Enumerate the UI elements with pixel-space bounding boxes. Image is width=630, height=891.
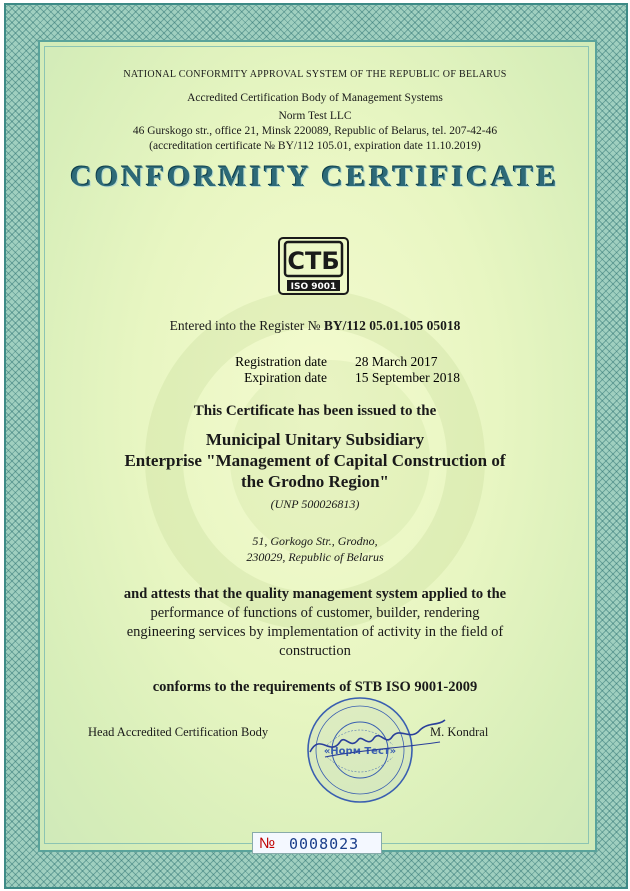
signatory-name: M. Kondral [430,725,489,739]
header-system: NATIONAL CONFORMITY APPROVAL SYSTEM OF THE REPUBLIC OF BELARUS [123,69,507,80]
register-label: Entered into the Register № [169,318,321,333]
organization-address [0,533,630,565]
attests-line-1: and attests that the quality management system applied to the [123,586,507,602]
organization-line-3: the Grodno Region" [241,472,389,491]
registration-date-label: Registration date [235,354,327,369]
header-body-name: Accredited Certification Body of Management Systems [187,92,443,104]
attests-line-3: engineering services by implementation of activity in the field of [126,624,504,640]
address-line-2: 230029, Republic of Belarus [246,550,384,564]
registration-date-value: 28 March 2017 [355,354,438,369]
conforms-statement: conforms to the requirements of STB ISO 9001-2009 [152,679,478,695]
organization-line-2: Enterprise "Management of Capital Construction of [124,451,506,470]
attests-line-4: construction [279,643,351,659]
organization-unp: (UNP 500026813) [270,497,360,511]
serial-number: 0008023 [289,835,360,853]
serial-number-box [252,832,382,854]
issued-to-label: This Certificate has been issued to the [193,403,437,419]
attests-line-2: performance of functions of customer, builder, rendering [150,605,480,621]
header-accreditation: (accreditation certificate № BY/112 105.01, expiration date 11.10.2019) [149,140,481,152]
expiration-date-value: 15 September 2018 [355,370,460,385]
expiration-date-row [0,370,630,386]
address-line-1: 51, Gorkogo Str., Grodno, [252,534,378,548]
expiration-date-label: Expiration date [244,370,327,385]
stb-logo-icon [277,236,350,296]
signature-mark [300,712,450,772]
register-number: BY/112 05.01.105 05018 [323,318,461,333]
register-line [0,318,630,334]
signatory-title: Head Accredited Certification Body [88,725,269,739]
organization-line-1: Municipal Unitary Subsidiary [205,430,425,449]
serial-label: № [259,835,276,852]
attests-paragraph [0,585,630,661]
header-address: 46 Gurskogo str., office 21, Minsk 220089, Republic of Belarus, tel. 207-42-46 [132,125,498,137]
logo-mark: СТБ [287,247,340,275]
stamp-center-text: «Норм Тест» [323,746,397,757]
header-company: Norm Test LLC [278,110,352,122]
logo-caption: ISO 9001 [290,282,337,292]
registration-date-row [0,354,630,370]
organization-name [0,429,630,492]
certificate-title: CONFORMITY CERTIFICATE [70,160,560,193]
